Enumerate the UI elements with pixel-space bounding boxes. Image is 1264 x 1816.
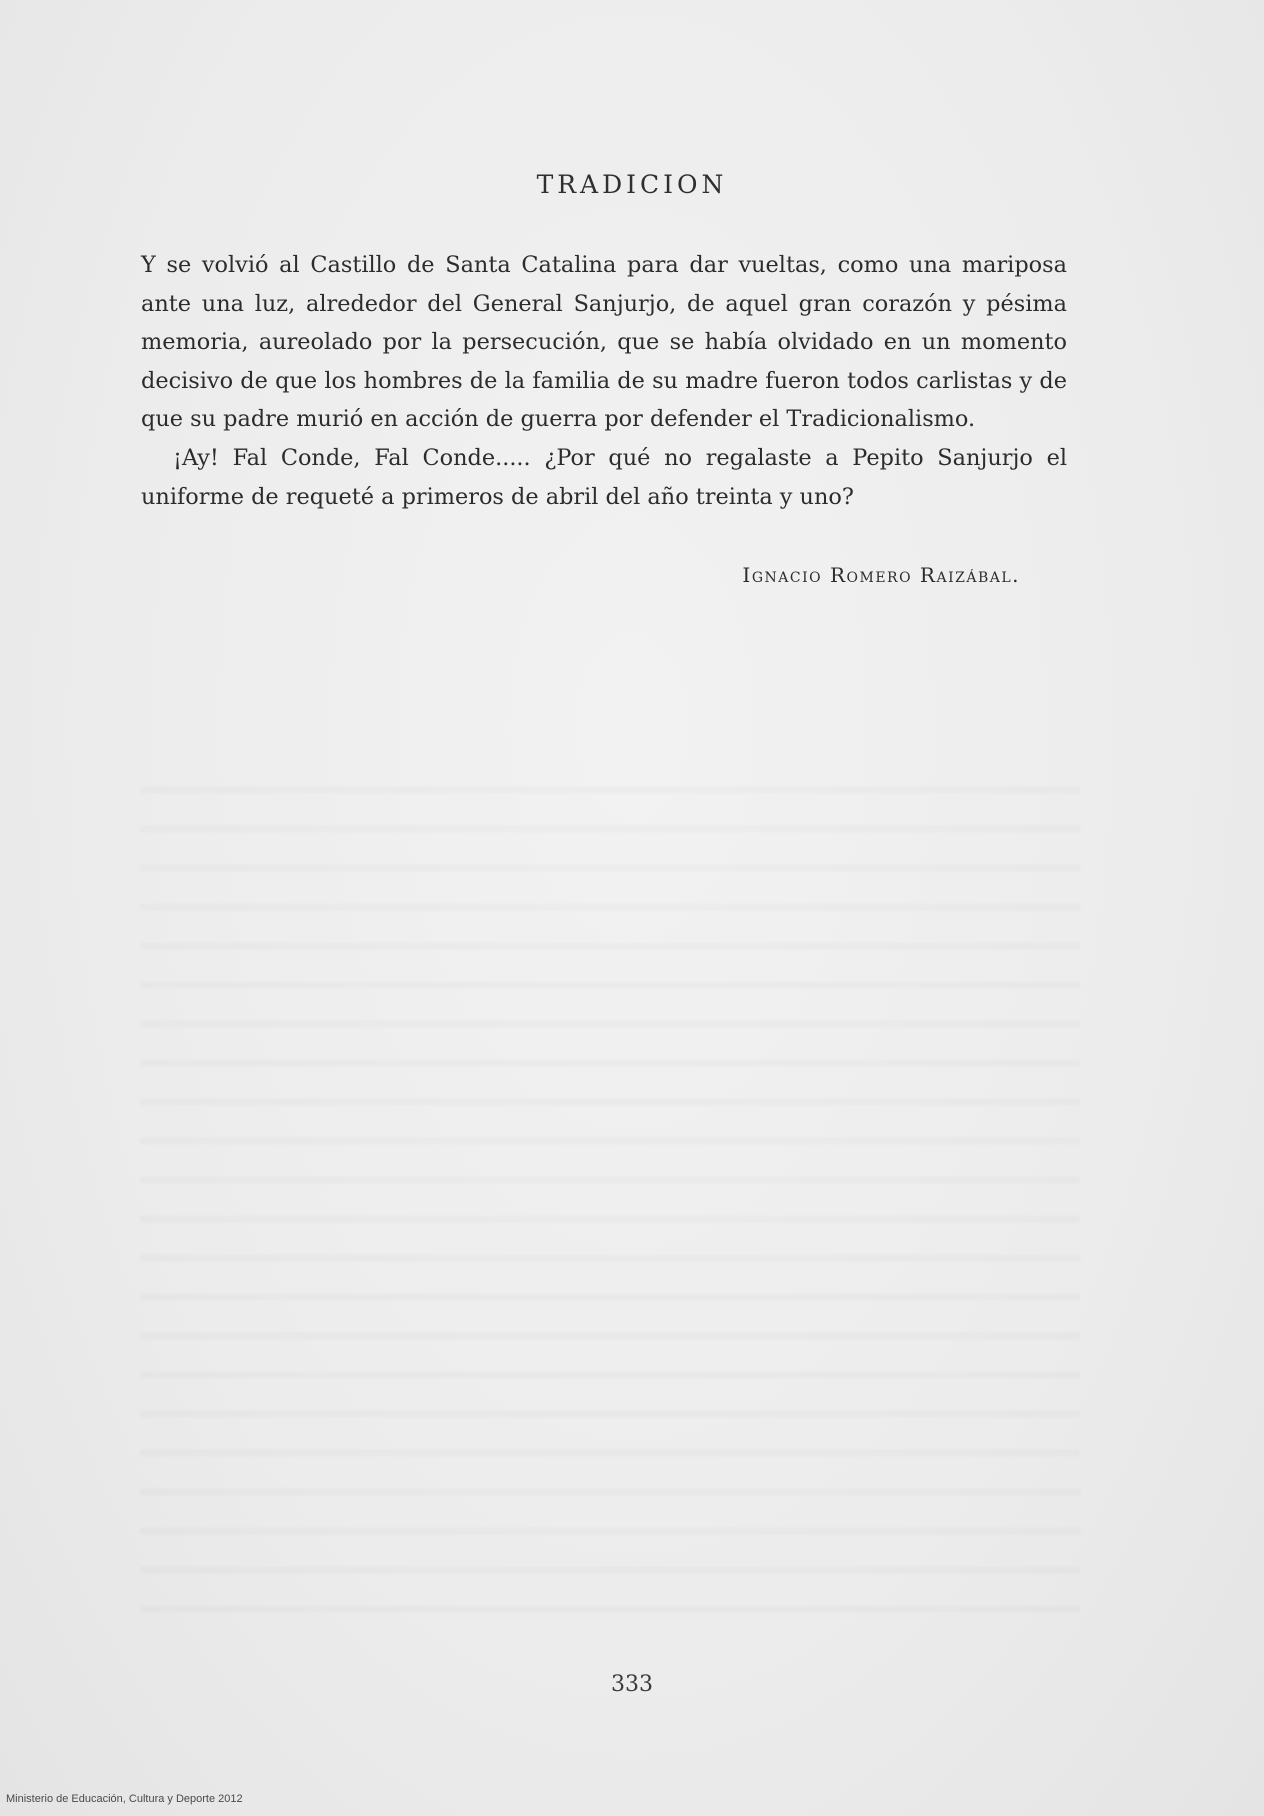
page-number: 333 bbox=[611, 1672, 653, 1697]
article-body bbox=[141, 246, 1067, 516]
page-title: TRADICION bbox=[536, 170, 728, 199]
author-signature: Ignacio Romero Raizábal. bbox=[742, 563, 1020, 587]
show-through-texture bbox=[140, 760, 1080, 1620]
paragraph-1: Y se volvió al Castillo de Santa Catalina para dar vueltas, como una mariposa ante una luz, alrededor del General Sanjurjo, de aquel gran corazón y pésima memoria, aureolado por la persecución, que se había olvidado en un momento decisivo de que los hombres de la familia de su madre fueron todos carlistas y de que su padre murió en acción de guerra por defender el Tradicionalismo. bbox=[141, 252, 1067, 433]
footer-credit: Ministerio de Educación, Cultura y Deporte 2012 bbox=[6, 1793, 243, 1805]
paragraph-2: ¡Ay! Fal Conde, Fal Conde..... ¿Por qué no regalaste a Pepito Sanjurjo el uniforme de requeté a primeros de abril del año treinta y uno? bbox=[141, 444, 1067, 510]
